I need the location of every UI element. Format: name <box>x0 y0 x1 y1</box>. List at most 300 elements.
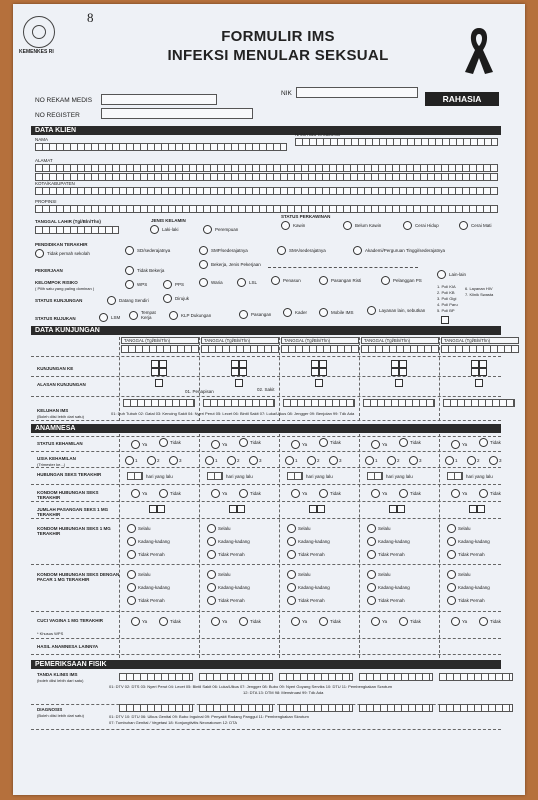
radio-tidak-sekolah[interactable] <box>35 249 44 258</box>
no-rekam-medis-field[interactable] <box>101 94 217 105</box>
alamat-boxes-2[interactable] <box>35 173 498 181</box>
kelompok-note: ( Pilih satu yang paling dominan ) <box>35 286 95 291</box>
opt-frekuensi: Tidak Pernah <box>458 552 485 557</box>
alasan-box[interactable] <box>315 379 323 387</box>
radio-kader[interactable] <box>283 308 292 317</box>
radio-kondom-pacar[interactable] <box>447 596 456 605</box>
label-nik: NIK <box>281 90 292 97</box>
radio-hamil-tidak[interactable] <box>159 438 168 447</box>
radio-cuci-tidak[interactable] <box>399 617 408 626</box>
tanda-codes-1: 01: DTV 02: DTS 03: Nyeri Perut 04: Lecet 05: Bintil Sakit 06: Luka/Ulkus 07: Jengger 08: Bubo 09: Nyeri Goyang Serviks 10: DTU 11: Pembengkakan Scrotum <box>109 684 392 689</box>
radio-lain-lain[interactable] <box>437 270 446 279</box>
opt-pasangan: Pasangan <box>251 312 272 317</box>
opt-penapisan: 01. Penapisan <box>185 389 214 394</box>
radio-kondom-pacar[interactable] <box>367 583 376 592</box>
tanda-note: (boleh diisi lebih dari satu) <box>37 678 84 683</box>
col-divider <box>119 434 120 658</box>
radio-trimester[interactable] <box>387 456 396 465</box>
radio-tempat-kerja[interactable] <box>129 311 138 320</box>
opt-frekuensi: Selalu <box>138 572 151 577</box>
kunjungan-ke-box[interactable] <box>159 368 167 376</box>
opt-bekerja: Bekerja, Jenis Pekerjaan <box>211 262 261 267</box>
radio-trimester[interactable] <box>125 456 134 465</box>
row-divider <box>31 611 501 612</box>
opt-lsl: LSL <box>249 280 258 285</box>
radio-pps[interactable] <box>163 280 172 289</box>
tanggal-col-head: TANGGAL (Tgl/Bln/Thn) <box>201 337 279 344</box>
radio-kondom-pacar[interactable] <box>287 570 296 579</box>
tanda-klinis-boxes[interactable] <box>359 673 433 681</box>
radio-perempuan[interactable] <box>203 225 212 234</box>
tanggal-col-head: TANGGAL (Tgl/Bln/Thn) <box>361 337 439 344</box>
radio-cuci-ya[interactable] <box>291 617 300 626</box>
radio-cuci-tidak[interactable] <box>239 617 248 626</box>
radio-cuci-ya[interactable] <box>451 617 460 626</box>
nama-ibu-boxes[interactable] <box>295 138 498 146</box>
radio-cuci-ya[interactable] <box>211 617 220 626</box>
label-usia-kehamilan: USIA KEHAMILAN <box>37 456 76 461</box>
radio-kondom-tidak[interactable] <box>479 489 488 498</box>
radio-sma[interactable] <box>277 246 286 255</box>
radio-bekerja[interactable] <box>199 260 208 269</box>
col-divider <box>439 337 440 421</box>
tanda-klinis-boxes[interactable] <box>279 673 353 681</box>
radio-kondom-1mg[interactable] <box>287 524 296 533</box>
radio-kondom-ya[interactable] <box>371 489 380 498</box>
radio-kondom-pacar[interactable] <box>127 583 136 592</box>
cuci-note: * Khusus WPS <box>37 631 64 636</box>
opt-frekuensi: Selalu <box>138 526 151 531</box>
radio-hamil-tidak[interactable] <box>319 438 328 447</box>
hari-boxes[interactable] <box>287 472 303 480</box>
radio-kondom-pacar[interactable] <box>207 596 216 605</box>
diag-codes-2: 07: Tumbuhan Genital / Vegetasi 18: Konjungtivitis Neonatorum 12: DTA <box>109 720 237 725</box>
radio-trimester[interactable] <box>205 456 214 465</box>
layanan-hiv: 6. Layanan HIV <box>465 286 493 291</box>
kunjungan-ke-box[interactable] <box>319 360 327 368</box>
radio-kondom-pacar[interactable] <box>127 596 136 605</box>
opt-frekuensi: Kadang-kadang <box>458 585 490 590</box>
label-jenis-kelamin: JENIS KELAMIN <box>151 218 186 223</box>
hari-boxes[interactable] <box>207 472 223 480</box>
opt-perempuan: Perempuan <box>215 227 239 232</box>
radio-kondom-ya[interactable] <box>451 489 460 498</box>
opt-hari-lalu: hari yang lalu <box>466 474 493 479</box>
radio-kondom-tidak[interactable] <box>239 489 248 498</box>
klinik-swasta: 7. Klinik Swasta <box>465 292 494 297</box>
jumlah-box[interactable] <box>157 505 165 513</box>
label-cuci-vagina: CUCI VAGINA 1 MG TERAKHIR <box>37 618 104 623</box>
radio-hamil-ya[interactable] <box>371 440 380 449</box>
radio-smp[interactable] <box>199 246 208 255</box>
radio-kondom-ya[interactable] <box>211 489 220 498</box>
opt-ya: Ya <box>462 491 468 496</box>
opt-cerai-mati: Cerai Mati <box>471 223 492 228</box>
opt-kawin: Kawin <box>293 223 306 228</box>
kunjungan-ke-box[interactable] <box>231 368 239 376</box>
opt-ya: Ya <box>382 442 388 447</box>
radio-akademi[interactable] <box>353 246 362 255</box>
opt-tidak: Tidak <box>410 440 421 445</box>
label-no-rekam-medis: NO REKAM MEDIS <box>35 97 93 104</box>
radio-kondom-pacar[interactable] <box>287 596 296 605</box>
kunjungan-ke-box[interactable] <box>479 368 487 376</box>
radio-kondom-1mg[interactable] <box>127 524 136 533</box>
keluhan-boxes[interactable] <box>203 399 275 407</box>
radio-kondom-ya[interactable] <box>131 489 140 498</box>
opt-frekuensi: Kadang-kadang <box>298 539 330 544</box>
opt-dirujuk: Dirujuk <box>175 296 190 301</box>
radio-trimester[interactable] <box>489 456 498 465</box>
hari-boxes[interactable] <box>127 472 143 480</box>
opt-waria: Waria <box>211 280 223 285</box>
radio-kondom-pacar[interactable] <box>447 583 456 592</box>
section-pemeriksaan-fisik: PEMERIKSAAN FISIK <box>31 660 501 669</box>
radio-kondom-1mg[interactable] <box>207 550 216 559</box>
opt-penasun: Penasun <box>283 278 301 283</box>
opt-frekuensi: Selalu <box>458 526 471 531</box>
opt-ya: Ya <box>462 619 468 624</box>
label-pendidikan: PENDIDIKAN TERAKHIR <box>35 242 88 247</box>
usia-note: (Trimester ke...) <box>37 462 66 467</box>
kunjungan-ke-box[interactable] <box>239 368 247 376</box>
awareness-ribbon-icon <box>461 24 497 76</box>
opt-frekuensi: Selalu <box>218 526 231 531</box>
radio-hamil-tidak[interactable] <box>239 438 248 447</box>
opt-hari-lalu: hari yang lalu <box>386 474 413 479</box>
radio-kondom-1mg[interactable] <box>367 550 376 559</box>
radio-mobile-ims[interactable] <box>319 308 328 317</box>
tanda-klinis-boxes[interactable] <box>199 673 273 681</box>
opt-frekuensi: Kadang-kadang <box>298 585 330 590</box>
radio-cuci-tidak[interactable] <box>159 617 168 626</box>
tanggal-lahir-boxes[interactable] <box>35 226 119 234</box>
opt-ya: Ya <box>302 619 308 624</box>
radio-trimester[interactable] <box>227 456 236 465</box>
jenis-pekerjaan-line[interactable] <box>268 267 418 268</box>
opt-tidak: Tidak <box>170 619 181 624</box>
jumlah-box[interactable] <box>149 505 157 513</box>
radio-trimester[interactable] <box>169 456 178 465</box>
poli-code-box[interactable] <box>441 316 449 324</box>
radio-trimester[interactable] <box>409 456 418 465</box>
radio-cuci-ya[interactable] <box>131 617 140 626</box>
radio-laki[interactable] <box>150 225 159 234</box>
opt-frekuensi: Kadang-kadang <box>138 585 170 590</box>
tanggal-col-head: TANGGAL (Tgl/Bln/Thn) <box>281 337 359 344</box>
diagnosis-boxes[interactable] <box>439 704 513 712</box>
radio-kondom-ya[interactable] <box>291 489 300 498</box>
radio-kondom-1mg[interactable] <box>127 537 136 546</box>
section-data-klien: DATA KLIEN <box>31 126 501 135</box>
radio-sd[interactable] <box>125 246 134 255</box>
jumlah-box[interactable] <box>317 505 325 513</box>
jumlah-box[interactable] <box>389 505 397 513</box>
radio-trimester[interactable] <box>365 456 374 465</box>
opt-tidak: Tidak <box>490 440 501 445</box>
jumlah-box[interactable] <box>469 505 477 513</box>
radio-trimester[interactable] <box>445 456 454 465</box>
radio-pasangan-risti[interactable] <box>319 276 328 285</box>
section-anamnesa: ANAMNESA <box>31 424 501 433</box>
opt-frekuensi: Kadang-kadang <box>218 585 250 590</box>
opt-trimester: 1 <box>375 458 378 463</box>
radio-kondom-1mg[interactable] <box>207 537 216 546</box>
opt-tidak: Tidak <box>250 491 261 496</box>
radio-trimester[interactable] <box>467 456 476 465</box>
keluhan-boxes[interactable] <box>123 399 195 407</box>
opt-tidak-bekerja: Tidak Bekerja <box>137 268 165 273</box>
opt-frekuensi: Kadang-kadang <box>218 539 250 544</box>
radio-hamil-ya[interactable] <box>451 440 460 449</box>
opt-hari-lalu: hari yang lalu <box>306 474 333 479</box>
opt-frekuensi: Selalu <box>458 572 471 577</box>
poli-gigi: 3. Poli Gigi <box>437 296 457 301</box>
radio-datang-sendiri[interactable] <box>107 296 116 305</box>
tanda-klinis-boxes[interactable] <box>439 673 513 681</box>
label-kondom-pacar: KONDOM HUBUNGAN SEKS DENGAN PACAR 1 MG TERAKHIR <box>37 572 120 582</box>
opt-ya: Ya <box>142 491 148 496</box>
radio-layanan-lain[interactable] <box>367 306 376 315</box>
alasan-box[interactable] <box>395 379 403 387</box>
opt-trimester: 3 <box>339 458 342 463</box>
radio-pasangan[interactable] <box>239 310 248 319</box>
radio-kondom-1mg[interactable] <box>367 524 376 533</box>
tanggal-kunjungan-boxes[interactable] <box>361 345 439 353</box>
diagnosis-boxes[interactable] <box>199 704 273 712</box>
radio-cuci-tidak[interactable] <box>479 617 488 626</box>
label-alasan-kunjungan: ALASAN KUNJUNGAN <box>37 382 86 387</box>
opt-tidak: Tidak <box>250 619 261 624</box>
label-kunjungan-ke: KUNJUNGAN KE <box>37 366 74 371</box>
hari-boxes[interactable] <box>447 472 463 480</box>
kunjungan-ke-box[interactable] <box>399 368 407 376</box>
opt-trimester: 3 <box>419 458 422 463</box>
diagnosis-boxes[interactable] <box>279 704 353 712</box>
radio-kondom-1mg[interactable] <box>447 524 456 533</box>
jumlah-box[interactable] <box>477 505 485 513</box>
radio-kondom-pacar[interactable] <box>367 596 376 605</box>
opt-pelanggan-ps: Pelanggan PS <box>393 278 422 283</box>
radio-cerai-mati[interactable] <box>459 221 468 230</box>
radio-wps[interactable] <box>125 280 134 289</box>
alamat-boxes-1[interactable] <box>35 164 498 172</box>
radio-kondom-tidak[interactable] <box>159 489 168 498</box>
radio-kondom-pacar[interactable] <box>367 570 376 579</box>
keluhan-boxes[interactable] <box>283 399 355 407</box>
diagnosis-boxes[interactable] <box>119 704 193 712</box>
tanggal-col-head: TANGGAL (Tgl/Bln/Thn) <box>441 337 519 344</box>
label-keluhan-ims: KELUHAN IMS <box>37 408 69 413</box>
opt-frekuensi: Tidak Pernah <box>458 598 485 603</box>
opt-lain-lain: Lain-lain <box>449 272 467 277</box>
opt-ya: Ya <box>222 491 228 496</box>
nama-boxes[interactable] <box>35 143 287 151</box>
row-divider <box>31 501 501 502</box>
radio-cerai-hidup[interactable] <box>403 221 412 230</box>
radio-kondom-pacar[interactable] <box>207 583 216 592</box>
keluhan-boxes[interactable] <box>443 399 515 407</box>
radio-klp[interactable] <box>169 311 178 320</box>
keluhan-codes: 01: Duh Tubuh 02: Gatal 03: Kencing Sakit 04: Nyeri Perut 05: Lecet 06: Bintil Sakit 07: Luka/Ulkus 08: Jengger 09: Benjolan 99: Tdk Ada <box>111 411 355 416</box>
radio-kondom-1mg[interactable] <box>447 550 456 559</box>
nik-field[interactable] <box>296 87 418 98</box>
kunjungan-ke-box[interactable] <box>391 368 399 376</box>
keluhan-boxes[interactable] <box>363 399 435 407</box>
radio-hamil-tidak[interactable] <box>479 438 488 447</box>
opt-trimester: 2 <box>477 458 480 463</box>
opt-belum-kawin: Belum Kawin <box>355 223 382 228</box>
radio-trimester[interactable] <box>147 456 156 465</box>
radio-trimester[interactable] <box>307 456 316 465</box>
radio-pelanggan-ps[interactable] <box>381 276 390 285</box>
no-register-field[interactable] <box>101 108 253 119</box>
opt-ya: Ya <box>382 491 388 496</box>
opt-frekuensi: Selalu <box>218 572 231 577</box>
alasan-box[interactable] <box>155 379 163 387</box>
tanggal-kunjungan-boxes[interactable] <box>121 345 199 353</box>
row-divider <box>31 654 501 655</box>
opt-tidak: Tidak <box>330 619 341 624</box>
opt-tidak: Tidak <box>170 440 181 445</box>
row-divider <box>31 467 501 468</box>
jumlah-box[interactable] <box>397 505 405 513</box>
kunjungan-ke-box[interactable] <box>159 360 167 368</box>
kunjungan-ke-box[interactable] <box>471 368 479 376</box>
col-divider <box>199 337 200 421</box>
radio-tidak-bekerja[interactable] <box>125 266 134 275</box>
radio-hamil-tidak[interactable] <box>399 438 408 447</box>
radio-kawin[interactable] <box>281 221 290 230</box>
kunjungan-ke-box[interactable] <box>239 360 247 368</box>
radio-kondom-pacar[interactable] <box>207 570 216 579</box>
opt-frekuensi: Selalu <box>378 572 391 577</box>
kunjungan-ke-box[interactable] <box>231 360 239 368</box>
hari-boxes[interactable] <box>367 472 383 480</box>
radio-hamil-ya[interactable] <box>211 440 220 449</box>
kunjungan-ke-box[interactable] <box>479 360 487 368</box>
radio-trimester[interactable] <box>285 456 294 465</box>
radio-penasun[interactable] <box>271 276 280 285</box>
col-divider <box>439 434 440 658</box>
radio-kondom-1mg[interactable] <box>287 550 296 559</box>
kunjungan-ke-box[interactable] <box>151 368 159 376</box>
opt-smp: SMP/sederajatnya <box>211 248 248 253</box>
radio-trimester[interactable] <box>249 456 258 465</box>
kunjungan-ke-box[interactable] <box>471 360 479 368</box>
radio-cuci-ya[interactable] <box>371 617 380 626</box>
opt-ya: Ya <box>142 619 148 624</box>
radio-kondom-pacar[interactable] <box>287 583 296 592</box>
col-divider <box>199 434 200 658</box>
opt-laki: Laki-laki <box>162 227 179 232</box>
label-tanggal-lahir: TANGGAL LAHIR (Tgl/Bln/Thn) <box>35 219 101 224</box>
col-divider <box>279 434 280 658</box>
kota-boxes[interactable] <box>35 187 498 195</box>
radio-kondom-1mg[interactable] <box>207 524 216 533</box>
opt-ya: Ya <box>462 442 468 447</box>
radio-hamil-ya[interactable] <box>291 440 300 449</box>
radio-kondom-tidak[interactable] <box>399 489 408 498</box>
radio-kondom-tidak[interactable] <box>319 489 328 498</box>
radio-waria[interactable] <box>199 278 208 287</box>
opt-tidak-sekolah: Tidak pernah sekolah <box>47 251 90 256</box>
radio-lsm[interactable] <box>99 313 108 322</box>
label-kota: KOTA/KABUPATEN <box>35 181 75 186</box>
opt-frekuensi: Selalu <box>298 526 311 531</box>
kunjungan-ke-box[interactable] <box>391 360 399 368</box>
poli-paru: 4. Poli Paru <box>437 302 458 307</box>
radio-dirujuk[interactable] <box>163 294 172 303</box>
radio-belum-kawin[interactable] <box>343 221 352 230</box>
label-tanda-klinis: TANDA KLINIS IMS <box>37 672 78 677</box>
radio-cuci-tidak[interactable] <box>319 617 328 626</box>
radio-hamil-ya[interactable] <box>131 440 140 449</box>
opt-tidak: Tidak <box>170 491 181 496</box>
row-divider <box>31 436 501 437</box>
radio-kondom-pacar[interactable] <box>127 570 136 579</box>
col-divider <box>119 337 120 421</box>
kunjungan-ke-box[interactable] <box>319 368 327 376</box>
jumlah-box[interactable] <box>309 505 317 513</box>
jumlah-box[interactable] <box>229 505 237 513</box>
tanggal-kunjungan-boxes[interactable] <box>441 345 519 353</box>
diagnosis-boxes[interactable] <box>359 704 433 712</box>
radio-trimester[interactable] <box>329 456 338 465</box>
radio-kondom-1mg[interactable] <box>367 537 376 546</box>
opt-trimester: 1 <box>215 458 218 463</box>
opt-frekuensi: Kadang-kadang <box>378 585 410 590</box>
radio-kondom-pacar[interactable] <box>447 570 456 579</box>
tanggal-col-head: TANGGAL (Tgl/Bln/Thn) <box>121 337 199 344</box>
label-status-kunjungan: STATUS KUNJUNGAN <box>35 298 83 303</box>
label-hasil-anamnesa: HASIL ANAMNESA LAINNYA <box>37 644 99 649</box>
tanggal-kunjungan-boxes[interactable] <box>281 345 359 353</box>
opt-frekuensi: Tidak Pernah <box>218 552 245 557</box>
row-divider <box>31 484 501 485</box>
opt-akademi: Akademi/Perguruan Tinggi/sederajatnya <box>365 248 446 253</box>
opt-datang-sendiri: Datang Sendiri <box>119 298 149 303</box>
kunjungan-ke-box[interactable] <box>151 360 159 368</box>
jumlah-box[interactable] <box>237 505 245 513</box>
kunjungan-ke-box[interactable] <box>311 368 319 376</box>
radio-kondom-1mg[interactable] <box>127 550 136 559</box>
alasan-box[interactable] <box>235 379 243 387</box>
opt-trimester: 3 <box>179 458 182 463</box>
radio-kondom-1mg[interactable] <box>287 537 296 546</box>
propinsi-boxes[interactable] <box>35 205 498 213</box>
label-jumlah-pasangan: JUMLAH PASANGAN SEKS 1 MG TERAKHIR <box>37 507 109 517</box>
opt-wps: WPS <box>137 282 148 287</box>
tanda-klinis-boxes[interactable] <box>119 673 193 681</box>
poli-kb: 2. Poli KB <box>437 290 455 295</box>
label-status-kehamilan: STATUS KEHAMILAN <box>37 441 83 446</box>
opt-cerai-hidup: Cerai Hidup <box>415 223 439 228</box>
opt-frekuensi: Tidak Pernah <box>298 598 325 603</box>
alasan-box[interactable] <box>475 379 483 387</box>
form-subtitle: INFEKSI MENULAR SEKSUAL <box>167 47 389 64</box>
opt-kader: Kader <box>295 310 308 315</box>
radio-kondom-1mg[interactable] <box>447 537 456 546</box>
row-divider <box>31 420 501 421</box>
tanggal-kunjungan-boxes[interactable] <box>201 345 279 353</box>
confidential-badge: RAHASIA <box>425 92 499 106</box>
kunjungan-ke-box[interactable] <box>311 360 319 368</box>
label-propinsi: PROPINSI <box>35 199 57 204</box>
radio-lsl[interactable] <box>237 278 246 287</box>
kunjungan-ke-box[interactable] <box>399 360 407 368</box>
form-sheet <box>13 4 525 795</box>
